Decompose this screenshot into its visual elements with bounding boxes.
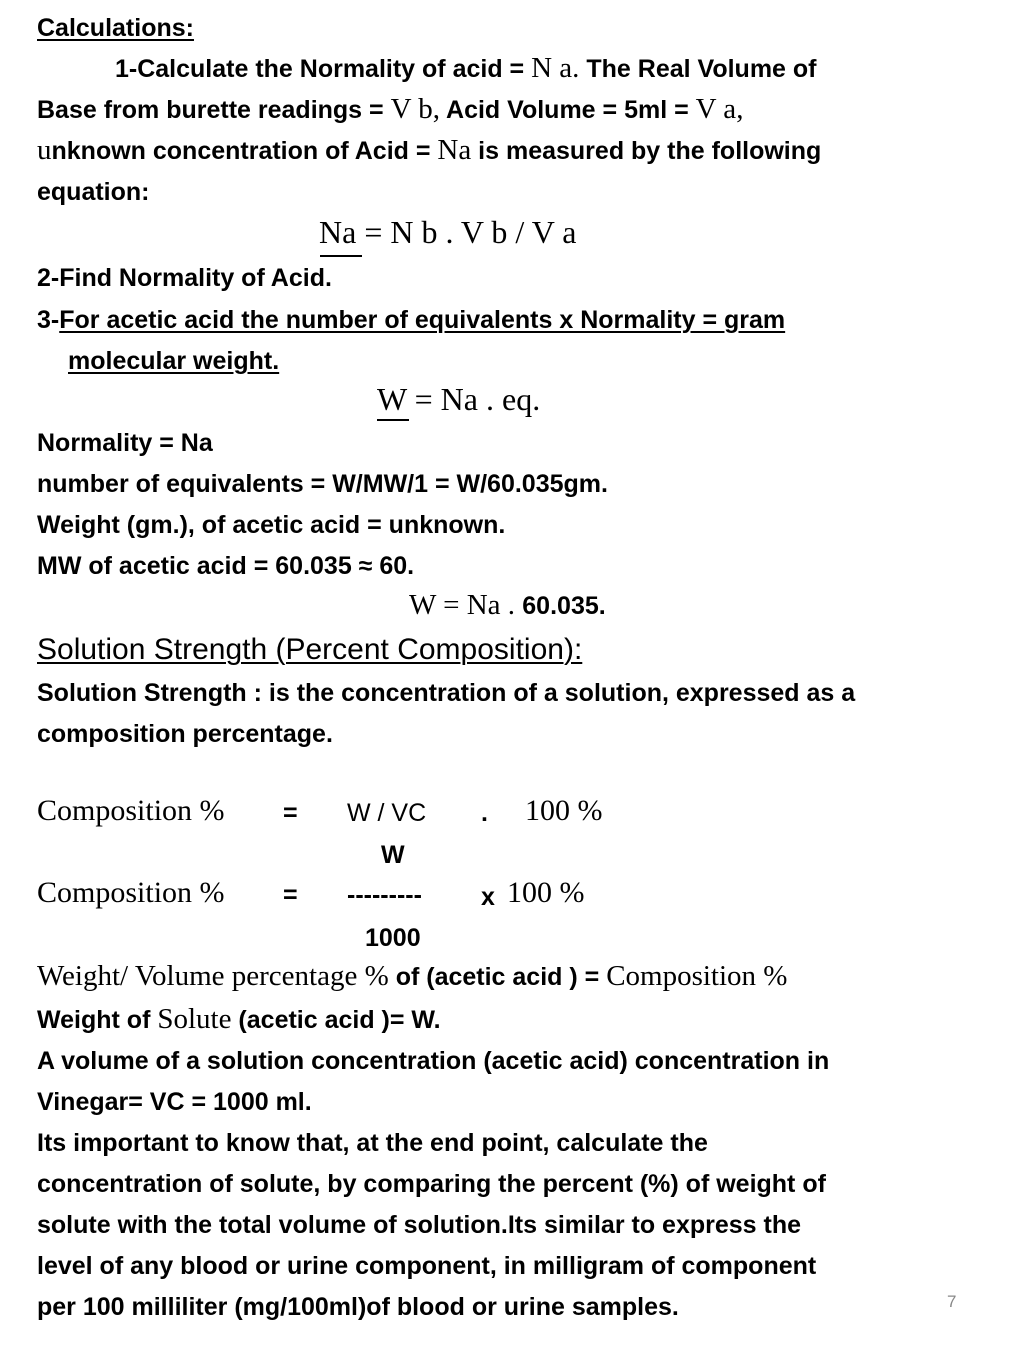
line3-rest: is measured by the following bbox=[471, 137, 822, 165]
calculations-heading: Calculations: bbox=[37, 14, 194, 42]
solution-strength-heading: Solution Strength (Percent Composition): bbox=[37, 633, 583, 666]
comp2-equals: = bbox=[283, 881, 298, 909]
wv-label: Weight/ Volume percentage % bbox=[37, 960, 389, 992]
solute-rest: (acetic acid )= W. bbox=[231, 1006, 441, 1034]
step3-text-a: For acetic acid the number of equivalents x Normality = gram bbox=[59, 306, 786, 334]
equation-3 bbox=[409, 589, 606, 622]
volume-line-a: A volume of a solution concentration (acetic acid) concentration in bbox=[37, 1047, 830, 1075]
wv-percentage-line bbox=[37, 960, 787, 993]
volume-line-b: Vinegar= VC = 1000 ml. bbox=[37, 1088, 312, 1116]
vb-comma: , bbox=[432, 93, 440, 125]
line3 bbox=[37, 134, 821, 167]
comp2-label: Composition % bbox=[37, 876, 225, 909]
eq2-w: W bbox=[377, 381, 407, 417]
wv-mid: of (acetic acid ) = bbox=[388, 963, 607, 991]
va-comma: , bbox=[736, 93, 744, 125]
strength-definition-a: Solution Strength : is the concentration of a solution, expressed as a bbox=[37, 679, 856, 707]
eq1-underline bbox=[320, 255, 362, 257]
solute-line bbox=[37, 1003, 441, 1036]
step2-line: 2-Find Normality of Acid. bbox=[37, 264, 332, 292]
line4: equation: bbox=[37, 178, 150, 206]
va-symbol: V a bbox=[695, 93, 737, 125]
step3-text-b: molecular weight. bbox=[68, 347, 280, 375]
comp2-percent: 100 % bbox=[507, 876, 585, 909]
normality-line: Normality = Na bbox=[37, 429, 213, 457]
important-line-d: level of any blood or urine component, in milligram of component bbox=[37, 1252, 817, 1280]
line2-lead: Base from burette readings = bbox=[37, 96, 391, 124]
step3-line bbox=[37, 304, 785, 336]
comp2-dashes: --------- bbox=[347, 881, 422, 909]
important-line-e: per 100 milliliter (mg/100ml)of blood or urine samples. bbox=[37, 1293, 679, 1321]
mw-line: MW of acetic acid = 60.035 ≈ 60. bbox=[37, 552, 415, 580]
step3-number: 3- bbox=[37, 306, 60, 334]
eq1-na: Na bbox=[319, 214, 357, 250]
important-line-b: concentration of solute, by comparing the percent (%) of weight of bbox=[37, 1170, 826, 1198]
comp1-label: Composition % bbox=[37, 794, 225, 827]
equivalents-line: number of equivalents = W/MW/1 = W/60.035gm. bbox=[37, 470, 608, 498]
comp2-numerator: W bbox=[381, 841, 405, 869]
na-symbol: N a bbox=[531, 52, 573, 84]
equation-2 bbox=[377, 381, 540, 417]
line3-u: u bbox=[37, 134, 52, 166]
comp1-formula: W / VC bbox=[347, 799, 427, 827]
solute-lead: Weight of bbox=[37, 1006, 158, 1034]
eq2-underline bbox=[377, 419, 409, 421]
vb-symbol: V b bbox=[390, 93, 433, 125]
line3-lead: nknown concentration of Acid = bbox=[51, 137, 438, 165]
comp2-denominator: 1000 bbox=[365, 924, 421, 952]
comp1-equals: = bbox=[283, 799, 298, 827]
line2 bbox=[37, 93, 743, 126]
equation-1 bbox=[319, 214, 576, 250]
wv-composition: Composition % bbox=[606, 960, 788, 992]
page-number: 7 bbox=[947, 1292, 957, 1311]
weight-line: Weight (gm.), of acetic acid = unknown. bbox=[37, 511, 506, 539]
comp2-times: x bbox=[481, 883, 495, 911]
comp1-percent: 100 % bbox=[525, 794, 603, 827]
step1-line bbox=[115, 52, 817, 85]
solute-word: Solute bbox=[157, 1003, 232, 1035]
important-line-a: Its important to know that, at the end point, calculate the bbox=[37, 1129, 708, 1157]
line3-na: Na bbox=[437, 134, 472, 166]
comp1-dot: . bbox=[481, 799, 488, 827]
eq3-lead: W = Na . bbox=[409, 589, 523, 621]
na-dot: . bbox=[572, 52, 580, 84]
eq3-value: 60.035. bbox=[522, 592, 606, 620]
eq1-rest: = N b . V b / V a bbox=[356, 214, 577, 250]
eq2-rest: = Na . eq. bbox=[406, 381, 541, 417]
step1-lead: 1-Calculate the Normality of acid = bbox=[115, 55, 532, 83]
step1-rest: The Real Volume of bbox=[579, 55, 817, 83]
line2-mid: Acid Volume = 5ml = bbox=[440, 96, 696, 124]
important-line-c: solute with the total volume of solution.Its similar to express the bbox=[37, 1211, 802, 1239]
strength-definition-b: composition percentage. bbox=[37, 720, 333, 748]
